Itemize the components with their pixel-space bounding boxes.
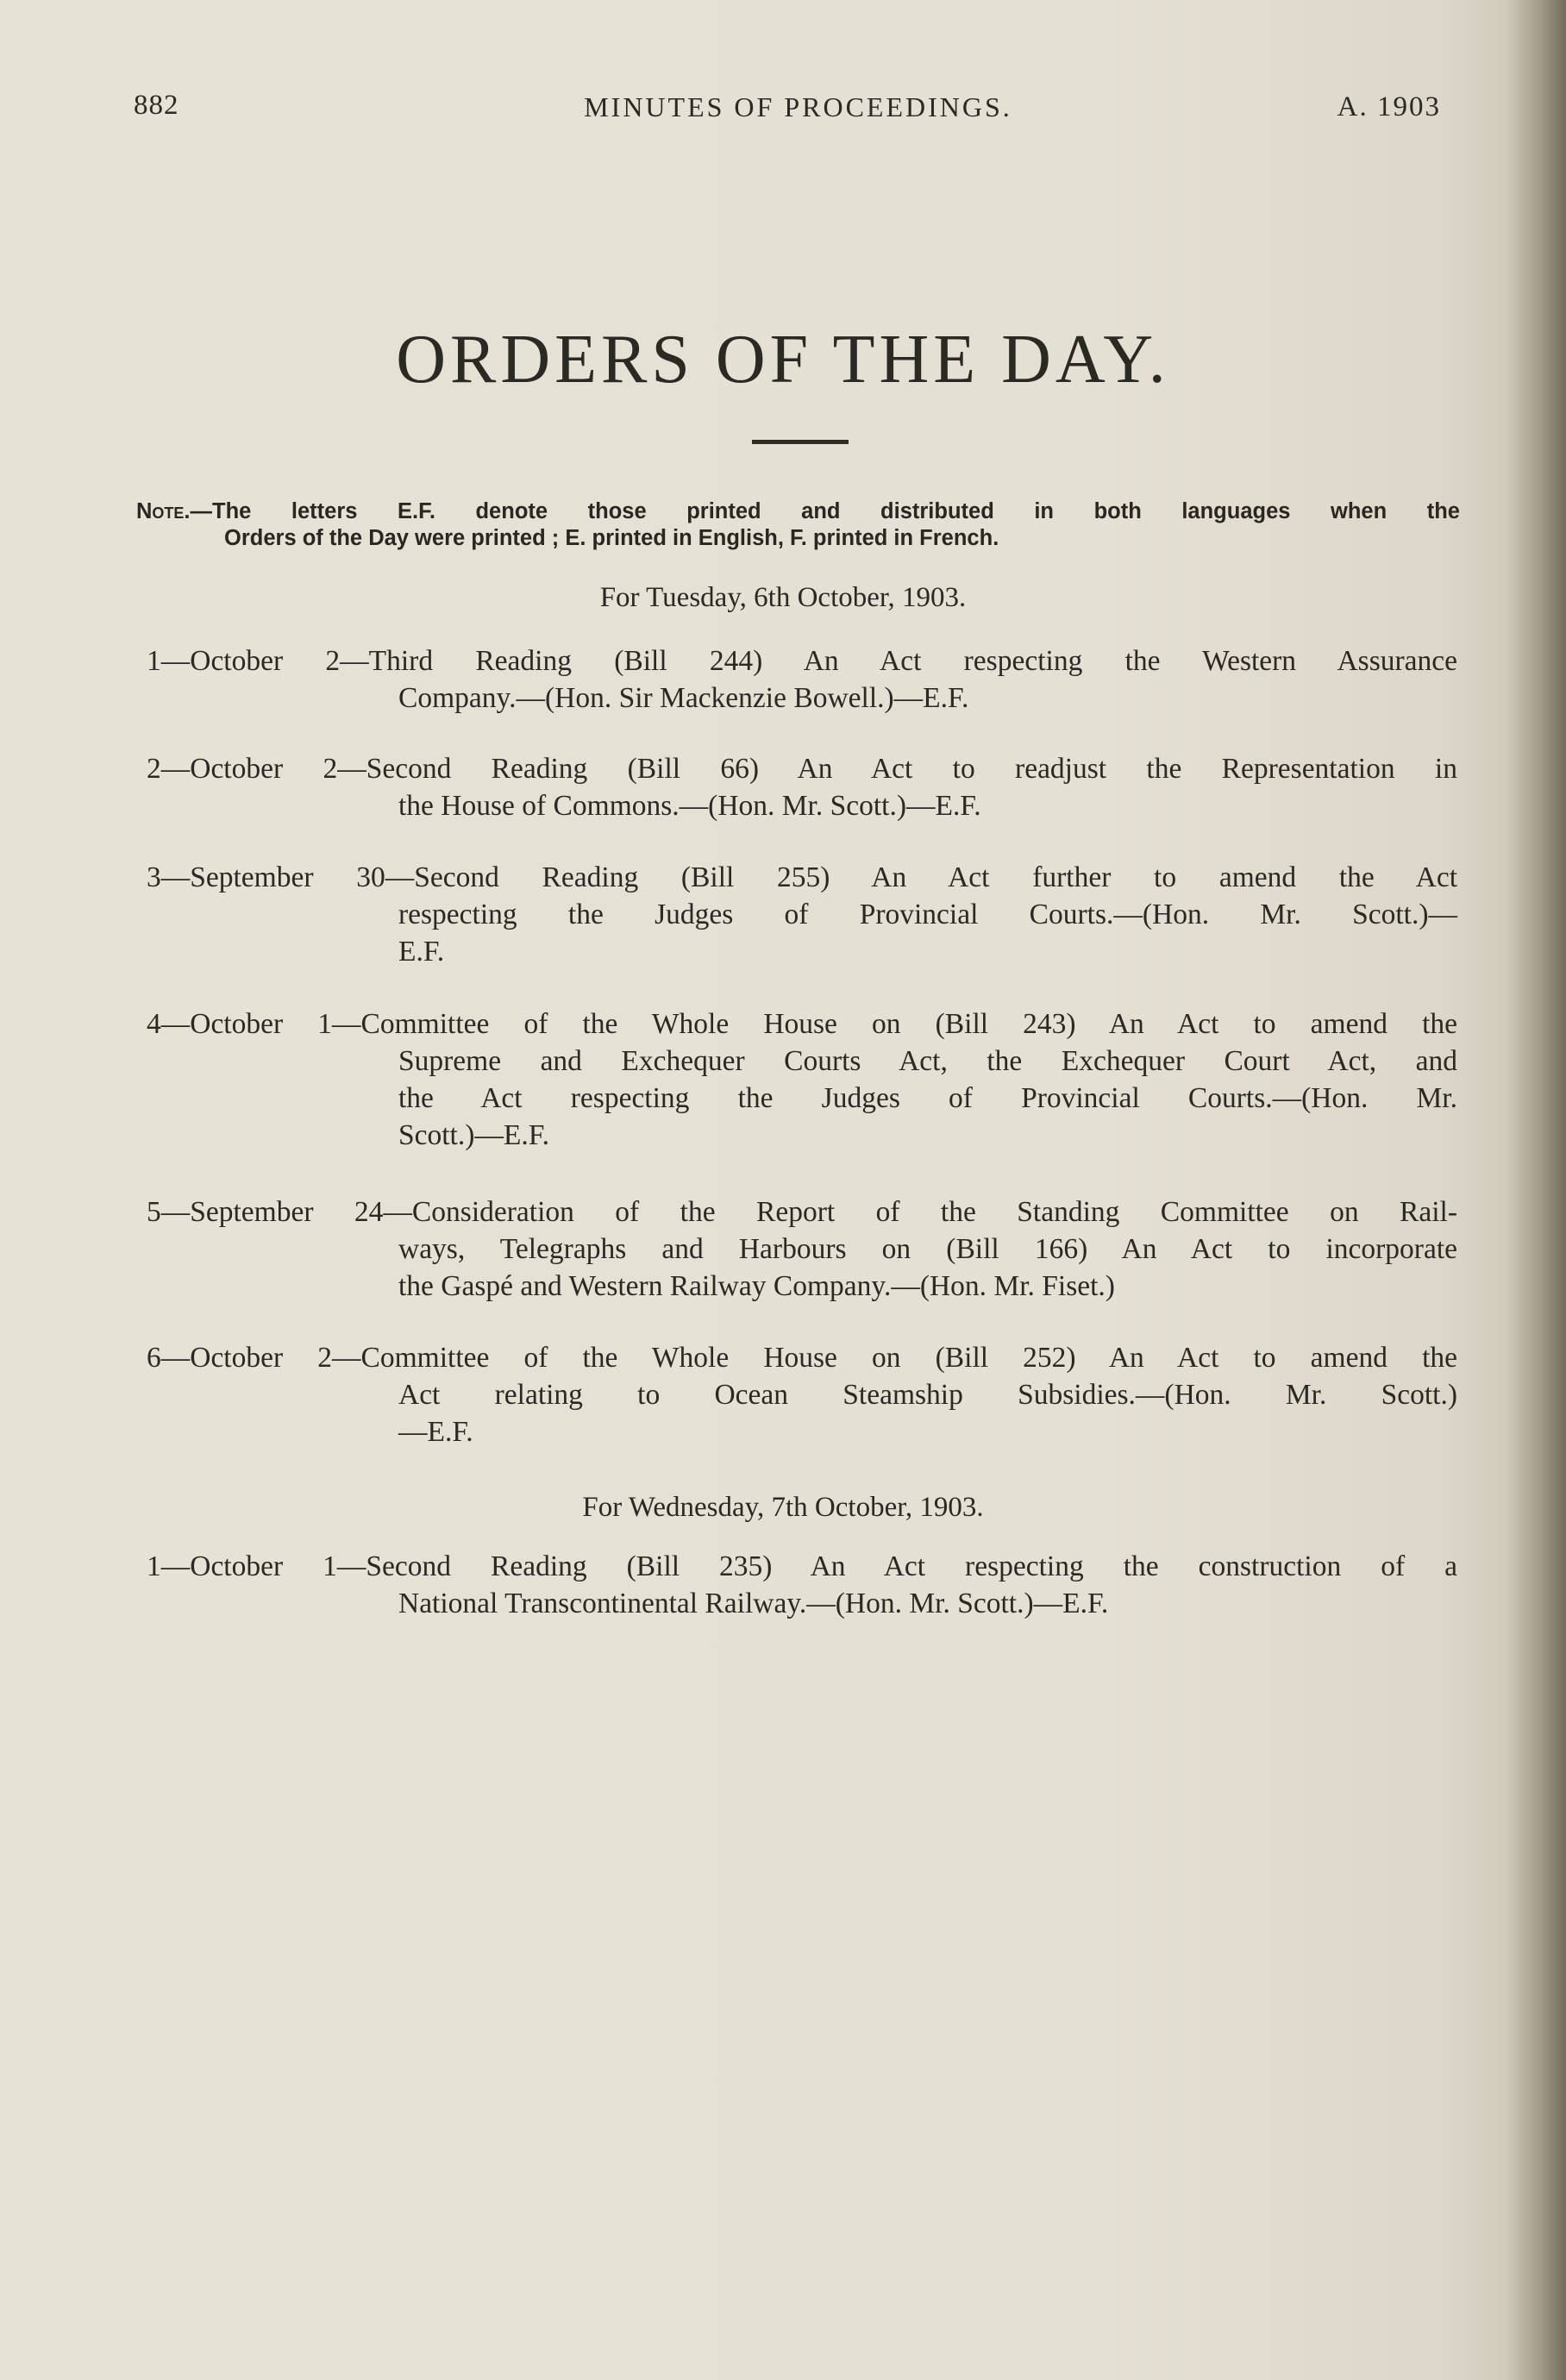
order-line: the House of Commons.—(Hon. Mr. Scott.)—E.F. — [398, 790, 981, 822]
order-line: 6—October 2—Committee of the Whole House on (Bill 252) An Act to amend the — [147, 1342, 1457, 1374]
order-line: Company.—(Hon. Sir Mackenzie Bowell.)—E.F. — [398, 682, 969, 714]
order-line: 4—October 1—Committee of the Whole House on (Bill 243) An Act to amend the — [147, 1008, 1457, 1040]
order-line: 1—October 1—Second Reading (Bill 235) An Act respecting the construction of a — [147, 1550, 1457, 1582]
order-line: respecting the Judges of Provincial Courts.—(Hon. Mr. Scott.)— — [398, 899, 1457, 930]
order-line: —E.F. — [398, 1416, 473, 1448]
page-header — [134, 90, 1463, 141]
section-heading-tuesday: For Tuesday, 6th October, 1903. — [599, 582, 967, 613]
order-line: the Gaspé and Western Railway Company.—(Hon. Mr. Fiset.) — [398, 1270, 1115, 1302]
running-head: MINUTES OF PROCEEDINGS. — [584, 91, 1012, 122]
title-rule — [752, 440, 849, 444]
order-line: 1—October 2—Third Reading (Bill 244) An Act respecting the Western Assurance — [147, 645, 1457, 677]
note-label: Note. — [136, 499, 191, 523]
order-item — [147, 1548, 1457, 1622]
order-item — [147, 1005, 1457, 1154]
order-line: 2—October 2—Second Reading (Bill 66) An Act to readjust the Representation in — [147, 753, 1457, 785]
order-item — [147, 1339, 1457, 1450]
header-year: A. 1903 — [1337, 91, 1441, 122]
note — [136, 498, 1460, 552]
section-heading-wednesday: For Wednesday, 7th October, 1903. — [582, 1492, 984, 1523]
page-number: 882 — [134, 90, 179, 121]
order-line: 3—September 30—Second Reading (Bill 255) An Act further to amend the Act — [147, 861, 1457, 893]
order-line: ways, Telegraphs and Harbours on (Bill 166) An Act to incorporate — [398, 1233, 1457, 1265]
order-line: 5—September 24—Consideration of the Report of the Standing Committee on Rail- — [147, 1196, 1457, 1228]
order-line: E.F. — [398, 936, 445, 968]
order-line: Scott.)—E.F. — [398, 1119, 550, 1151]
note-line-2: Orders of the Day were printed ; E. printed in English, F. printed in French. — [224, 526, 999, 550]
note-line-1 — [136, 498, 1460, 525]
page-title: ORDERS OF THE DAY. — [396, 322, 1170, 398]
order-item — [147, 1193, 1457, 1305]
order-line: Supreme and Exchequer Courts Act, the Exchequer Court Act, and — [398, 1045, 1457, 1077]
order-item — [147, 642, 1457, 717]
order-item — [147, 859, 1457, 970]
order-item — [147, 750, 1457, 824]
note-text-1: —The letters E.F. denote those printed and distributed in both languages when the — [190, 499, 1460, 523]
order-line: Act relating to Ocean Steamship Subsidies.—(Hon. Mr. Scott.) — [398, 1379, 1457, 1411]
order-line: the Act respecting the Judges of Provincial Courts.—(Hon. Mr. — [398, 1082, 1457, 1114]
order-line: National Transcontinental Railway.—(Hon. Mr. Scott.)—E.F. — [398, 1588, 1109, 1619]
